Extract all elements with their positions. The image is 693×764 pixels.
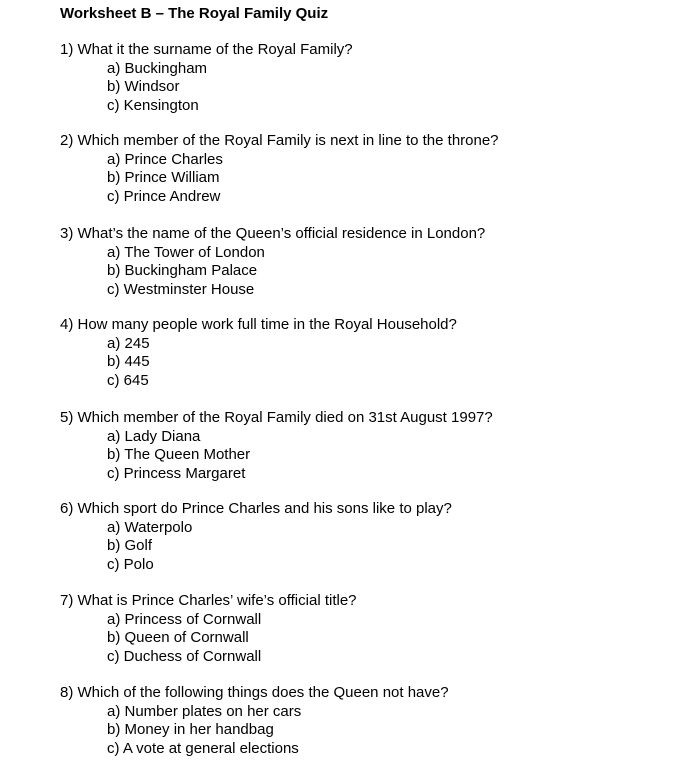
answer-option: b) The Queen Mother xyxy=(107,446,251,463)
question-text: 3) What’s the name of the Queen’s official residence in London? xyxy=(60,225,486,242)
answer-option: c) 645 xyxy=(107,371,149,389)
answer-option: c) A vote at general elections xyxy=(107,739,299,757)
question-block xyxy=(60,132,499,206)
answer-option: b) Windsor xyxy=(107,78,180,95)
answer-option: b) Buckingham Palace xyxy=(107,262,258,279)
answer-option: c) Kensington xyxy=(107,96,199,114)
question-block xyxy=(60,225,485,299)
answer-option: a) Waterpolo xyxy=(107,518,193,536)
question-text: 6) Which sport do Prince Charles and his sons like to play? xyxy=(60,500,452,517)
answer-option: c) Polo xyxy=(107,555,154,573)
question-text: 8) Which of the following things does the Queen not have? xyxy=(60,684,449,701)
answer-option: a) 245 xyxy=(107,334,150,352)
answer-option: c) Duchess of Cornwall xyxy=(107,647,262,665)
question-block xyxy=(60,500,452,574)
question-text: 5) Which member of the Royal Family died on 31st August 1997? xyxy=(60,409,493,426)
answer-option: a) Number plates on her cars xyxy=(107,702,302,720)
answer-option: b) Queen of Cornwall xyxy=(107,629,249,646)
question-text: 4) How many people work full time in the Royal Household? xyxy=(60,316,457,333)
answer-option: b) Money in her handbag xyxy=(107,721,274,738)
answer-option: a) Lady Diana xyxy=(107,427,201,445)
answer-option: a) Princess of Cornwall xyxy=(107,610,262,628)
answer-option: c) Westminster House xyxy=(107,280,255,298)
question-block xyxy=(60,41,353,115)
answer-option: b) Prince William xyxy=(107,169,220,186)
answer-option: a) The Tower of London xyxy=(107,243,265,261)
answer-option: a) Prince Charles xyxy=(107,150,223,168)
answer-option: c) Prince Andrew xyxy=(107,187,221,205)
answer-option: a) Buckingham xyxy=(107,59,208,77)
question-block xyxy=(60,684,449,758)
answer-option: b) Golf xyxy=(107,537,153,554)
answer-option: c) Princess Margaret xyxy=(107,464,246,482)
question-block xyxy=(60,592,357,666)
worksheet-title: Worksheet B – The Royal Family Quiz xyxy=(60,5,329,22)
answer-option: b) 445 xyxy=(107,353,150,370)
question-text: 2) Which member of the Royal Family is next in line to the throne? xyxy=(60,132,499,149)
question-text: 1) What it the surname of the Royal Family? xyxy=(60,41,353,58)
question-block xyxy=(60,316,457,390)
question-block xyxy=(60,409,493,483)
question-text: 7) What is Prince Charles’ wife’s official title? xyxy=(60,592,357,609)
